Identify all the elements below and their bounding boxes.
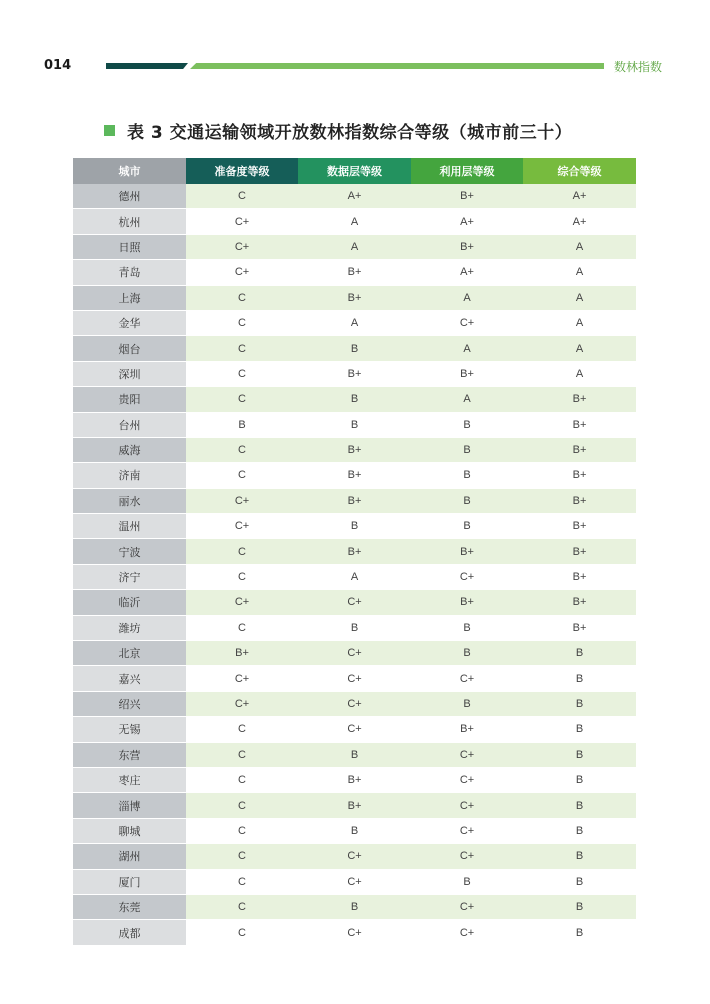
city-cell: 杭州 [73,209,186,234]
overall-grade: B [523,641,636,666]
data-layer-grade: A [298,234,411,259]
table-row [73,920,636,945]
use-layer-grade: B [411,641,523,666]
use-layer-grade: C+ [411,742,523,767]
city-cell: 贵阳 [73,387,186,412]
city-cell: 聊城 [73,818,186,843]
table-title [104,118,624,142]
header-readiness: 准备度等级 [186,158,298,184]
use-layer-grade: B+ [411,590,523,615]
use-layer-grade: C+ [411,818,523,843]
readiness-grade: C+ [186,260,298,285]
city-cell: 东营 [73,742,186,767]
use-layer-grade: B [411,514,523,539]
table-row [73,691,636,716]
readiness-grade: C [186,285,298,310]
use-layer-grade: A [411,387,523,412]
use-layer-grade: A [411,285,523,310]
overall-grade: B [523,818,636,843]
readiness-grade: C [186,564,298,589]
overall-grade: B+ [523,488,636,513]
use-layer-grade: B [411,869,523,894]
data-layer-grade: B+ [298,285,411,310]
city-cell: 嘉兴 [73,666,186,691]
overall-grade: A [523,234,636,259]
readiness-grade: C [186,818,298,843]
table-row [73,514,636,539]
table-row [73,818,636,843]
data-layer-grade: A [298,310,411,335]
city-cell: 威海 [73,437,186,462]
data-layer-grade: B [298,742,411,767]
readiness-grade: C [186,767,298,792]
data-layer-grade: C+ [298,717,411,742]
table-row [73,184,636,209]
city-cell: 湖州 [73,844,186,869]
data-layer-grade: C+ [298,641,411,666]
city-cell: 上海 [73,285,186,310]
table-row [73,717,636,742]
city-cell: 枣庄 [73,767,186,792]
overall-grade: A [523,285,636,310]
table-row [73,310,636,335]
data-layer-grade: B+ [298,463,411,488]
data-layer-grade: B [298,387,411,412]
table-row [73,894,636,919]
table-row [73,285,636,310]
readiness-grade: C [186,717,298,742]
table-row [73,412,636,437]
city-cell: 日照 [73,234,186,259]
data-layer-grade: B+ [298,767,411,792]
readiness-grade: C+ [186,234,298,259]
table-row [73,666,636,691]
use-layer-grade: C+ [411,793,523,818]
city-cell: 台州 [73,412,186,437]
table-row [73,361,636,386]
use-layer-grade: C+ [411,894,523,919]
city-cell: 烟台 [73,336,186,361]
data-layer-grade: B+ [298,539,411,564]
table-row [73,767,636,792]
table-row [73,234,636,259]
overall-grade: B+ [523,387,636,412]
header-use-layer: 利用层等级 [411,158,523,184]
overall-grade: A+ [523,209,636,234]
table-row [73,615,636,640]
overall-grade: B+ [523,463,636,488]
overall-grade: B [523,691,636,716]
table-header-row [73,158,636,184]
overall-grade: B [523,894,636,919]
overall-grade: B+ [523,539,636,564]
readiness-grade: C+ [186,488,298,513]
city-cell: 济南 [73,463,186,488]
table-row [73,590,636,615]
overall-grade: B+ [523,615,636,640]
data-layer-grade: B+ [298,793,411,818]
readiness-grade: C+ [186,691,298,716]
overall-grade: B+ [523,514,636,539]
city-cell: 东莞 [73,894,186,919]
readiness-grade: C [186,920,298,945]
overall-grade: B+ [523,412,636,437]
city-cell: 临沂 [73,590,186,615]
header-bar-dark [106,63,188,69]
use-layer-grade: B+ [411,234,523,259]
readiness-grade: C [186,336,298,361]
table-body [73,184,636,945]
overall-grade: B [523,869,636,894]
city-cell: 潍坊 [73,615,186,640]
data-layer-grade: C+ [298,590,411,615]
readiness-grade: C+ [186,209,298,234]
table-row [73,641,636,666]
readiness-grade: C [186,869,298,894]
city-cell: 深圳 [73,361,186,386]
overall-grade: A [523,336,636,361]
city-cell: 温州 [73,514,186,539]
use-layer-grade: B+ [411,717,523,742]
readiness-grade: C [186,184,298,209]
use-layer-grade: C+ [411,666,523,691]
use-layer-grade: B [411,437,523,462]
use-layer-grade: B [411,412,523,437]
use-layer-grade: B [411,691,523,716]
data-layer-grade: C+ [298,666,411,691]
readiness-grade: C [186,437,298,462]
data-layer-grade: B [298,514,411,539]
use-layer-grade: B+ [411,184,523,209]
data-layer-grade: B+ [298,361,411,386]
readiness-grade: B [186,412,298,437]
data-layer-grade: A+ [298,184,411,209]
data-layer-grade: B+ [298,437,411,462]
overall-grade: B [523,793,636,818]
overall-grade: B [523,666,636,691]
data-layer-grade: B+ [298,260,411,285]
readiness-grade: C [186,387,298,412]
overall-grade: B+ [523,564,636,589]
readiness-grade: C [186,742,298,767]
data-layer-grade: B [298,818,411,843]
table-row [73,437,636,462]
data-layer-grade: B+ [298,488,411,513]
header-bar-green [190,63,604,69]
overall-grade: A [523,361,636,386]
use-layer-grade: C+ [411,920,523,945]
overall-grade: B+ [523,590,636,615]
table-title-text: 表 3 交通运输领域开放数林指数综合等级（城市前三十） [127,122,573,143]
use-layer-grade: A [411,336,523,361]
use-layer-grade: B+ [411,361,523,386]
header-data-layer: 数据层等级 [298,158,411,184]
city-cell: 无锡 [73,717,186,742]
overall-grade: A [523,310,636,335]
overall-grade: B [523,742,636,767]
city-cell: 绍兴 [73,691,186,716]
data-layer-grade: A [298,564,411,589]
use-layer-grade: C+ [411,564,523,589]
city-cell: 北京 [73,641,186,666]
readiness-grade: C+ [186,590,298,615]
city-cell: 成都 [73,920,186,945]
table-row [73,209,636,234]
table-row [73,742,636,767]
city-cell: 淄博 [73,793,186,818]
table-row [73,793,636,818]
table-row [73,387,636,412]
use-layer-grade: B [411,615,523,640]
data-layer-grade: C+ [298,691,411,716]
readiness-grade: B+ [186,641,298,666]
data-layer-grade: B [298,336,411,361]
data-layer-grade: A [298,209,411,234]
city-cell: 丽水 [73,488,186,513]
use-layer-grade: C+ [411,310,523,335]
overall-grade: B [523,920,636,945]
table-row [73,463,636,488]
readiness-grade: C [186,310,298,335]
readiness-grade: C [186,539,298,564]
overall-grade: B [523,767,636,792]
city-cell: 济宁 [73,564,186,589]
table-row [73,260,636,285]
readiness-grade: C+ [186,514,298,539]
table-row [73,539,636,564]
header-city: 城市 [73,158,186,184]
city-cell: 厦门 [73,869,186,894]
use-layer-grade: B [411,488,523,513]
use-layer-grade: A+ [411,260,523,285]
data-layer-grade: C+ [298,869,411,894]
table-row [73,869,636,894]
city-cell: 宁波 [73,539,186,564]
overall-grade: A+ [523,184,636,209]
overall-grade: A [523,260,636,285]
data-layer-grade: B [298,894,411,919]
data-layer-grade: B [298,615,411,640]
section-label: 数林指数 [614,60,663,74]
table-row [73,488,636,513]
readiness-grade: C [186,793,298,818]
overall-grade: B+ [523,437,636,462]
use-layer-grade: A+ [411,209,523,234]
title-square-icon [104,125,115,136]
data-layer-grade: C+ [298,844,411,869]
city-cell: 金华 [73,310,186,335]
readiness-grade: C [186,844,298,869]
readiness-grade: C [186,361,298,386]
data-layer-grade: B [298,412,411,437]
header-overall: 综合等级 [523,158,636,184]
city-cell: 德州 [73,184,186,209]
overall-grade: B [523,844,636,869]
city-cell: 青岛 [73,260,186,285]
data-layer-grade: C+ [298,920,411,945]
readiness-grade: C [186,894,298,919]
page-number: 014 [44,58,72,73]
table-row [73,564,636,589]
readiness-grade: C [186,615,298,640]
use-layer-grade: B+ [411,539,523,564]
use-layer-grade: B [411,463,523,488]
use-layer-grade: C+ [411,767,523,792]
readiness-grade: C [186,463,298,488]
readiness-grade: C+ [186,666,298,691]
overall-grade: B [523,717,636,742]
table-row [73,336,636,361]
table-row [73,844,636,869]
use-layer-grade: C+ [411,844,523,869]
grade-table [73,158,636,945]
